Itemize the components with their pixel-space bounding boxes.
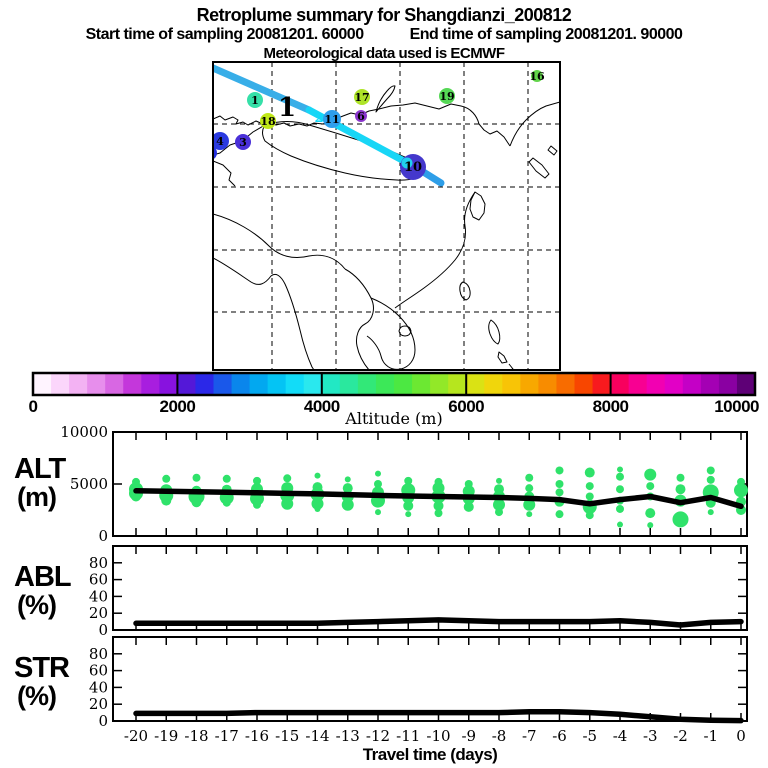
colorbar-segment bbox=[195, 373, 214, 395]
colorbar-segment bbox=[484, 373, 503, 395]
map-border bbox=[213, 62, 560, 370]
colorbar-segment bbox=[611, 373, 630, 395]
end-time-label: End time of sampling 20081201. 90000 bbox=[409, 26, 683, 43]
altitude-dot bbox=[496, 478, 502, 484]
plume-marker bbox=[323, 110, 341, 128]
x-tick-label: -6 bbox=[552, 727, 567, 745]
colorbar-segment bbox=[593, 373, 612, 395]
altitude-dot bbox=[315, 506, 321, 512]
plume-marker-number: 10 bbox=[403, 160, 423, 175]
colorbar-segment bbox=[232, 373, 251, 395]
altitude-dot bbox=[375, 509, 381, 515]
x-tick-label: -8 bbox=[491, 727, 507, 745]
start-time-label: Start time of sampling 20081201. 60000 bbox=[85, 26, 364, 43]
colorbar-segment bbox=[105, 373, 124, 395]
plume-marker-number: 1 bbox=[251, 94, 259, 107]
plume-marker-number: 16 bbox=[529, 70, 545, 83]
plume-marker-number: 3 bbox=[239, 136, 247, 149]
altitude-dot bbox=[193, 474, 201, 482]
str-panel-label: STR bbox=[14, 652, 69, 684]
altitude-dot bbox=[283, 474, 291, 482]
altitude-dot bbox=[435, 509, 443, 517]
altitude-dot bbox=[162, 475, 170, 483]
altitude-dot bbox=[734, 483, 748, 497]
colorbar-segment bbox=[322, 373, 341, 395]
plume-marker bbox=[400, 154, 426, 180]
x-tick-label: -4 bbox=[612, 727, 628, 745]
abl-panel-units: (%) bbox=[17, 590, 56, 620]
altitude-dot bbox=[647, 522, 653, 528]
map-coastlines bbox=[213, 86, 560, 370]
altitude-dot bbox=[223, 475, 231, 483]
colorbar-segment bbox=[430, 373, 449, 395]
altitude-dot bbox=[375, 471, 381, 477]
colorbar-segment bbox=[177, 373, 196, 395]
colorbar-tick-label: 8000 bbox=[592, 397, 629, 416]
x-tick-label: -18 bbox=[184, 727, 209, 745]
colorbar-segment bbox=[250, 373, 269, 395]
map-annotation: 1 bbox=[277, 93, 297, 123]
colorbar-segment bbox=[647, 373, 666, 395]
altitude-dot bbox=[315, 473, 321, 479]
abl-panel-frame bbox=[113, 546, 747, 630]
y-tick-label: 0 bbox=[98, 621, 108, 639]
altitude-dot bbox=[617, 466, 623, 472]
plume-marker bbox=[235, 134, 251, 150]
altitude-dot bbox=[644, 469, 656, 481]
colorbar-segment bbox=[87, 373, 106, 395]
plume-marker-number: 5 bbox=[206, 147, 214, 160]
altitude-dot bbox=[616, 505, 624, 513]
met-data-label: Meteorological data used is ECMWF bbox=[263, 45, 505, 62]
plume-marker-number: 4 bbox=[216, 135, 224, 148]
x-tick-label: -12 bbox=[365, 727, 391, 745]
y-tick-label: 5000 bbox=[69, 475, 108, 493]
colorbar-segment bbox=[665, 373, 684, 395]
colorbar-segment bbox=[340, 373, 359, 395]
altitude-dot bbox=[645, 508, 655, 518]
altitude-dot bbox=[525, 484, 533, 492]
x-tick-label: -1 bbox=[703, 727, 719, 745]
colorbar-segment bbox=[69, 373, 88, 395]
altitude-dot bbox=[405, 511, 411, 517]
altitude-dot bbox=[673, 511, 689, 527]
altitude-dot bbox=[586, 492, 594, 500]
altitude-dot bbox=[646, 482, 654, 490]
y-tick-label: 80 bbox=[88, 553, 108, 572]
plume-marker bbox=[529, 70, 545, 83]
plume-marker-circle bbox=[203, 146, 217, 160]
x-axis-label: Travel time (days) bbox=[362, 745, 498, 764]
altitude-dot bbox=[192, 497, 202, 507]
y-tick-label: 0 bbox=[98, 712, 108, 730]
altitude-dot bbox=[586, 511, 594, 519]
altitude-dot bbox=[616, 485, 624, 493]
colorbar-segment bbox=[376, 373, 395, 395]
abl-panel-label: ABL bbox=[14, 561, 71, 593]
altitude-dot bbox=[403, 501, 413, 511]
x-tick-label: -16 bbox=[244, 727, 270, 745]
x-tick-label: -15 bbox=[275, 727, 300, 745]
time-series-panels bbox=[60, 423, 748, 745]
altitude-dot bbox=[161, 496, 171, 506]
colorbar-segment bbox=[466, 373, 485, 395]
colorbar-segment bbox=[737, 373, 756, 395]
colorbar-segment bbox=[412, 373, 431, 395]
altitude-dot bbox=[464, 502, 474, 512]
altitude-dot bbox=[616, 473, 624, 481]
colorbar-segment bbox=[141, 373, 160, 395]
colorbar-segment bbox=[502, 373, 521, 395]
trajectory-map bbox=[203, 62, 560, 370]
y-tick-label: 40 bbox=[88, 587, 108, 606]
altitude-dot bbox=[526, 511, 532, 517]
altitude-dot bbox=[585, 468, 595, 478]
plume-marker bbox=[439, 88, 455, 104]
x-tick-label: -3 bbox=[642, 727, 658, 745]
colorbar-segment bbox=[556, 373, 575, 395]
altitude-dot bbox=[495, 508, 503, 516]
colorbar-segment bbox=[286, 373, 305, 395]
altitude-dot bbox=[707, 466, 715, 474]
altitude-dot bbox=[525, 474, 533, 482]
altitude-dot bbox=[708, 509, 714, 515]
colorbar-tick-label: 4000 bbox=[303, 397, 340, 416]
altitude-dot bbox=[556, 510, 564, 518]
x-tick-label: -17 bbox=[214, 727, 239, 745]
x-tick-label: -20 bbox=[123, 727, 149, 745]
altitude-dot bbox=[677, 474, 685, 482]
colorbar-segment bbox=[51, 373, 70, 395]
altitude-dot bbox=[223, 499, 231, 507]
y-tick-label: 20 bbox=[88, 604, 108, 623]
colorbar-segment bbox=[683, 373, 702, 395]
plume-marker-number: 17 bbox=[354, 91, 370, 104]
str-panel-units: (%) bbox=[17, 681, 56, 711]
colorbar-axis-label: Altitude (m) bbox=[345, 409, 443, 428]
plume-marker bbox=[354, 89, 370, 105]
y-tick-label: 20 bbox=[88, 695, 108, 714]
colorbar-segment bbox=[123, 373, 142, 395]
altitude-dot bbox=[345, 476, 351, 482]
colorbar-segment bbox=[304, 373, 323, 395]
altitude-dot bbox=[556, 466, 564, 474]
x-tick-label: -2 bbox=[673, 727, 688, 745]
x-tick-label: -10 bbox=[426, 727, 451, 745]
colorbar-segment bbox=[448, 373, 467, 395]
y-tick-label: 80 bbox=[88, 644, 108, 663]
map-gridlines bbox=[213, 62, 560, 370]
altitude-dot bbox=[281, 498, 293, 510]
colorbar-tick-label: 10000 bbox=[714, 397, 759, 416]
colorbar-segment bbox=[159, 373, 178, 395]
colorbar-segment bbox=[629, 373, 648, 395]
x-tick-label: -5 bbox=[582, 727, 598, 745]
colorbar-segment bbox=[33, 373, 52, 395]
colorbar-segment bbox=[575, 373, 594, 395]
colorbar-segment bbox=[268, 373, 287, 395]
colorbar-segment bbox=[394, 373, 413, 395]
altitude-dot bbox=[586, 482, 594, 490]
colorbar-segment bbox=[701, 373, 720, 395]
x-tick-label: -9 bbox=[461, 727, 477, 745]
figure-title: Retroplume summary for Shangdianzi_200812 bbox=[196, 5, 572, 25]
plume-marker bbox=[247, 92, 263, 108]
plume-marker bbox=[355, 110, 367, 123]
colorbar-segment bbox=[214, 373, 233, 395]
colorbar-tick-label: 6000 bbox=[448, 397, 485, 416]
altitude-dot bbox=[253, 501, 261, 509]
altitude-dot bbox=[556, 480, 564, 488]
plume-marker-number: 19 bbox=[439, 90, 455, 103]
plume-marker-number: 6 bbox=[357, 110, 365, 123]
x-tick-label: -11 bbox=[396, 727, 421, 745]
plume-marker bbox=[260, 113, 276, 129]
x-tick-label: -7 bbox=[521, 727, 537, 745]
altitude-dot bbox=[556, 488, 564, 496]
altitude-dot bbox=[617, 522, 623, 528]
plume-marker-number: 11 bbox=[324, 113, 340, 126]
colorbar-segment bbox=[538, 373, 557, 395]
alt-panel-label: ALT bbox=[14, 453, 66, 485]
altitude-dot bbox=[676, 484, 686, 494]
x-tick-label: -13 bbox=[335, 727, 360, 745]
y-tick-label: 0 bbox=[98, 527, 108, 545]
plume-marker-number: 18 bbox=[260, 115, 276, 128]
plume-markers-layer bbox=[203, 68, 545, 183]
alt-panel-units: (m) bbox=[17, 482, 56, 512]
colorbar-segment bbox=[358, 373, 377, 395]
colorbar-tick-label: 0 bbox=[28, 397, 38, 416]
y-tick-label: 60 bbox=[88, 661, 108, 680]
colorbar-segment bbox=[719, 373, 738, 395]
x-tick-label: 0 bbox=[736, 727, 746, 745]
plume-marker bbox=[203, 146, 217, 160]
str-panel-frame bbox=[113, 637, 747, 721]
colorbar-tick-label: 2000 bbox=[159, 397, 196, 416]
altitude-dot bbox=[707, 476, 715, 484]
y-tick-label: 40 bbox=[88, 678, 108, 697]
x-tick-label: -14 bbox=[305, 727, 330, 745]
map-annotation: 2 bbox=[314, 111, 324, 126]
x-tick-label: -19 bbox=[154, 727, 179, 745]
altitude-dot bbox=[342, 499, 354, 511]
colorbar-segment bbox=[520, 373, 539, 395]
y-tick-label: 10000 bbox=[60, 423, 108, 441]
y-tick-label: 60 bbox=[88, 570, 108, 589]
